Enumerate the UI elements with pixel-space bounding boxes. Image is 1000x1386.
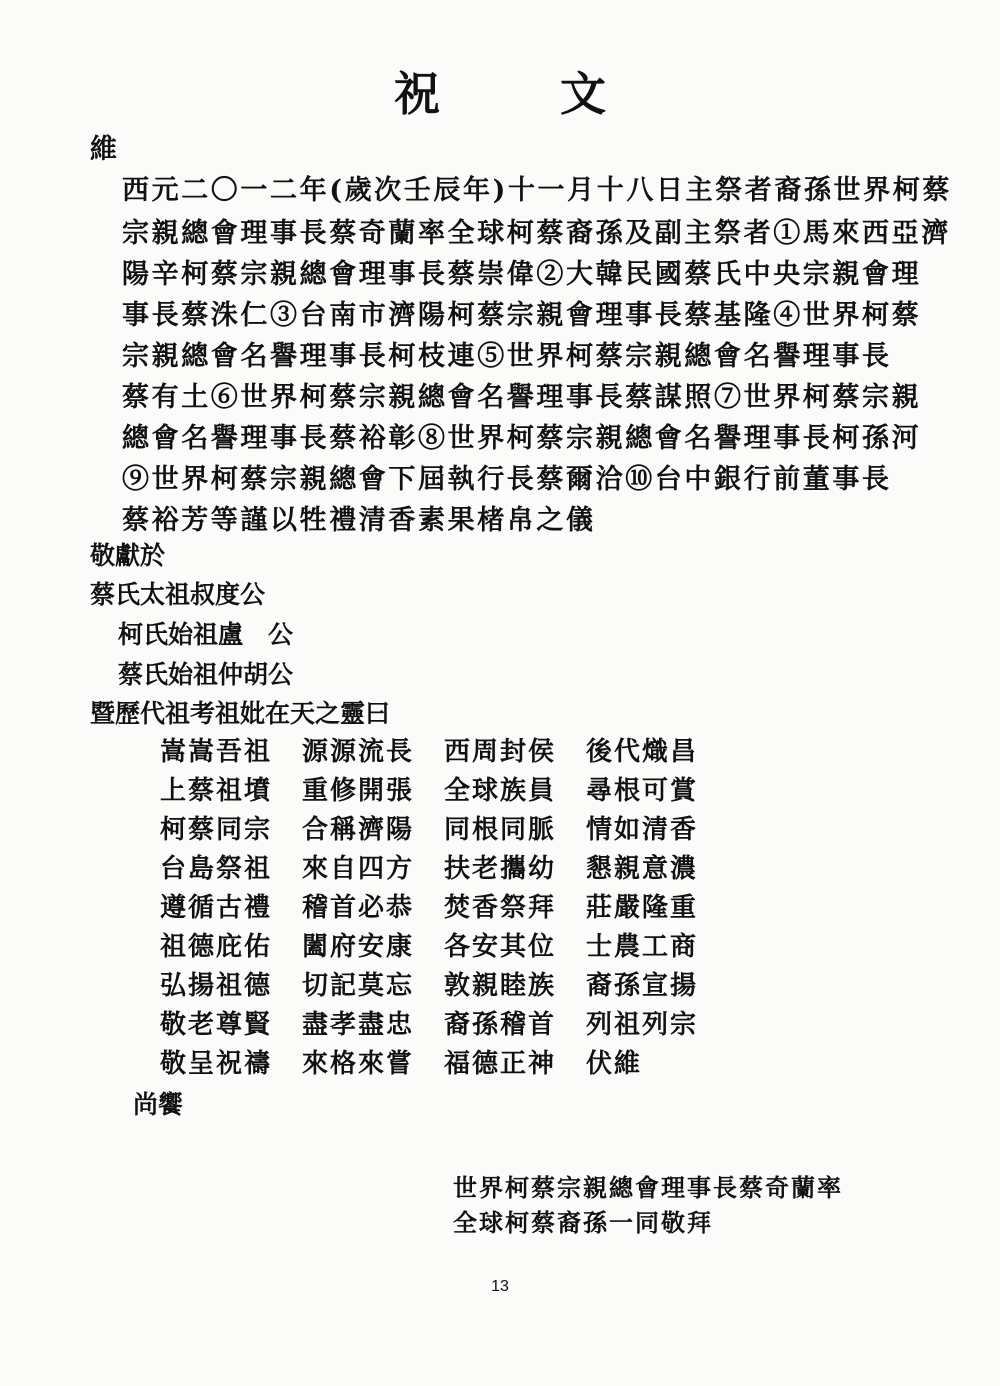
paragraph-line: 宗親總會名譽理事長柯枝連⑤世界柯蔡宗親總會名譽理事長 — [122, 341, 892, 372]
page-title — [0, 58, 1000, 124]
poem-phrase: 合稱濟陽 — [302, 815, 415, 845]
title-char-2: 文 — [560, 67, 606, 121]
paragraph-line: 事長蔡洙仁③台南市濟陽柯蔡宗親會理事長蔡基隆④世界柯蔡 — [122, 300, 922, 331]
paragraph-line: ⑨世界柯蔡宗親總會下屆執行長蔡爾洽⑩台中銀行前董事長 — [122, 464, 892, 495]
poem-phrase: 同根同脈 — [444, 815, 557, 845]
poem-phrase: 全球族員 — [444, 776, 557, 806]
poem-phrase: 嵩嵩吾祖 — [160, 737, 273, 767]
poem-phrase: 敬呈祝禱 — [160, 1049, 273, 1079]
poem-row — [160, 739, 728, 765]
closing-word: 尚饗 — [133, 1090, 184, 1119]
poem-phrase: 福德正神 — [444, 1049, 557, 1079]
poem-row — [160, 1051, 728, 1077]
poem-row — [160, 973, 728, 999]
poem-phrase: 盡孝盡忠 — [302, 1010, 415, 1040]
invocation-line: 暨歷代祖考祖妣在天之靈曰 — [90, 699, 391, 728]
poem-phrase: 尋根可賞 — [586, 776, 699, 806]
poem-phrase: 台島祭祖 — [160, 854, 273, 884]
poem-phrase: 裔孫稽首 — [444, 1010, 557, 1040]
poem-phrase: 來自四方 — [302, 854, 415, 884]
poem-phrase: 祖德庇佑 — [160, 932, 273, 962]
poem-phrase: 敦親睦族 — [444, 971, 557, 1001]
paragraph-line: 蔡裕芳等謹以牲禮清香素果楮帛之儀 — [122, 505, 596, 536]
signature-line: 全球柯蔡裔孫一同敬拜 — [453, 1208, 713, 1237]
poem-row — [160, 895, 728, 921]
poem-phrase: 後代熾昌 — [586, 737, 699, 767]
poem-phrase: 弘揚祖德 — [160, 971, 273, 1001]
poem-row — [160, 817, 728, 843]
poem-phrase: 列祖列宗 — [586, 1010, 699, 1040]
poem-phrase: 遵循古禮 — [160, 893, 273, 923]
poem-phrase: 柯蔡同宗 — [160, 815, 273, 845]
poem-phrase: 扶老攜幼 — [444, 854, 557, 884]
paragraph-line: 陽辛柯蔡宗親總會理事長蔡崇偉②大韓民國蔡氏中央宗親會理 — [122, 259, 922, 290]
signature-line: 世界柯蔡宗親總會理事長蔡奇蘭率 — [453, 1173, 843, 1202]
ancestor-line: 蔡氏太祖叔度公 — [90, 580, 266, 609]
poem-phrase: 重修開張 — [302, 776, 415, 806]
poem-phrase: 士農工商 — [586, 932, 699, 962]
page-number: 13 — [491, 1278, 509, 1295]
ancestor-line: 柯氏始祖盧 公 — [118, 620, 294, 649]
poem-phrase: 裔孫宣揚 — [586, 971, 699, 1001]
poem-phrase: 西周封侯 — [444, 737, 557, 767]
poem-phrase: 闔府安康 — [302, 932, 415, 962]
poem-phrase: 源源流長 — [302, 737, 415, 767]
poem-phrase: 稽首必恭 — [302, 893, 415, 923]
paragraph-line: 西元二〇一二年(歲次壬辰年)十一月十八日主祭者裔孫世界柯蔡 — [122, 175, 952, 206]
paragraph-line: 宗親總會理事長蔡奇蘭率全球柯蔡裔孫及副主祭者①馬來西亞濟 — [122, 218, 951, 249]
offering-line: 敬獻於 — [90, 541, 166, 570]
paragraph-line: 蔡有土⑥世界柯蔡宗親總會名譽理事長蔡謀照⑦世界柯蔡宗親 — [122, 382, 922, 413]
poem-phrase: 焚香祭拜 — [444, 893, 557, 923]
poem-phrase: 各安其位 — [444, 932, 557, 962]
poem-phrase: 伏維 — [586, 1049, 643, 1079]
poem-row — [160, 778, 728, 804]
poem-row — [160, 934, 728, 960]
poem-phrase: 切記莫忘 — [302, 971, 415, 1001]
poem-phrase: 來格來嘗 — [302, 1049, 415, 1079]
ancestor-line: 蔡氏始祖仲胡公 — [118, 660, 294, 689]
paragraph-line: 總會名譽理事長蔡裕彰⑧世界柯蔡宗親總會名譽理事長柯孫河 — [122, 423, 922, 454]
poem-phrase: 敬老尊賢 — [160, 1010, 273, 1040]
poem-phrase: 上蔡祖墳 — [160, 776, 273, 806]
poem-phrase: 情如清香 — [586, 815, 699, 845]
poem-row — [160, 1012, 728, 1038]
poem-phrase: 莊嚴隆重 — [586, 893, 699, 923]
opening-word: 維 — [90, 134, 117, 165]
poem-phrase: 懇親意濃 — [586, 854, 699, 884]
poem-row — [160, 856, 728, 882]
title-char-1: 祝 — [394, 67, 440, 121]
